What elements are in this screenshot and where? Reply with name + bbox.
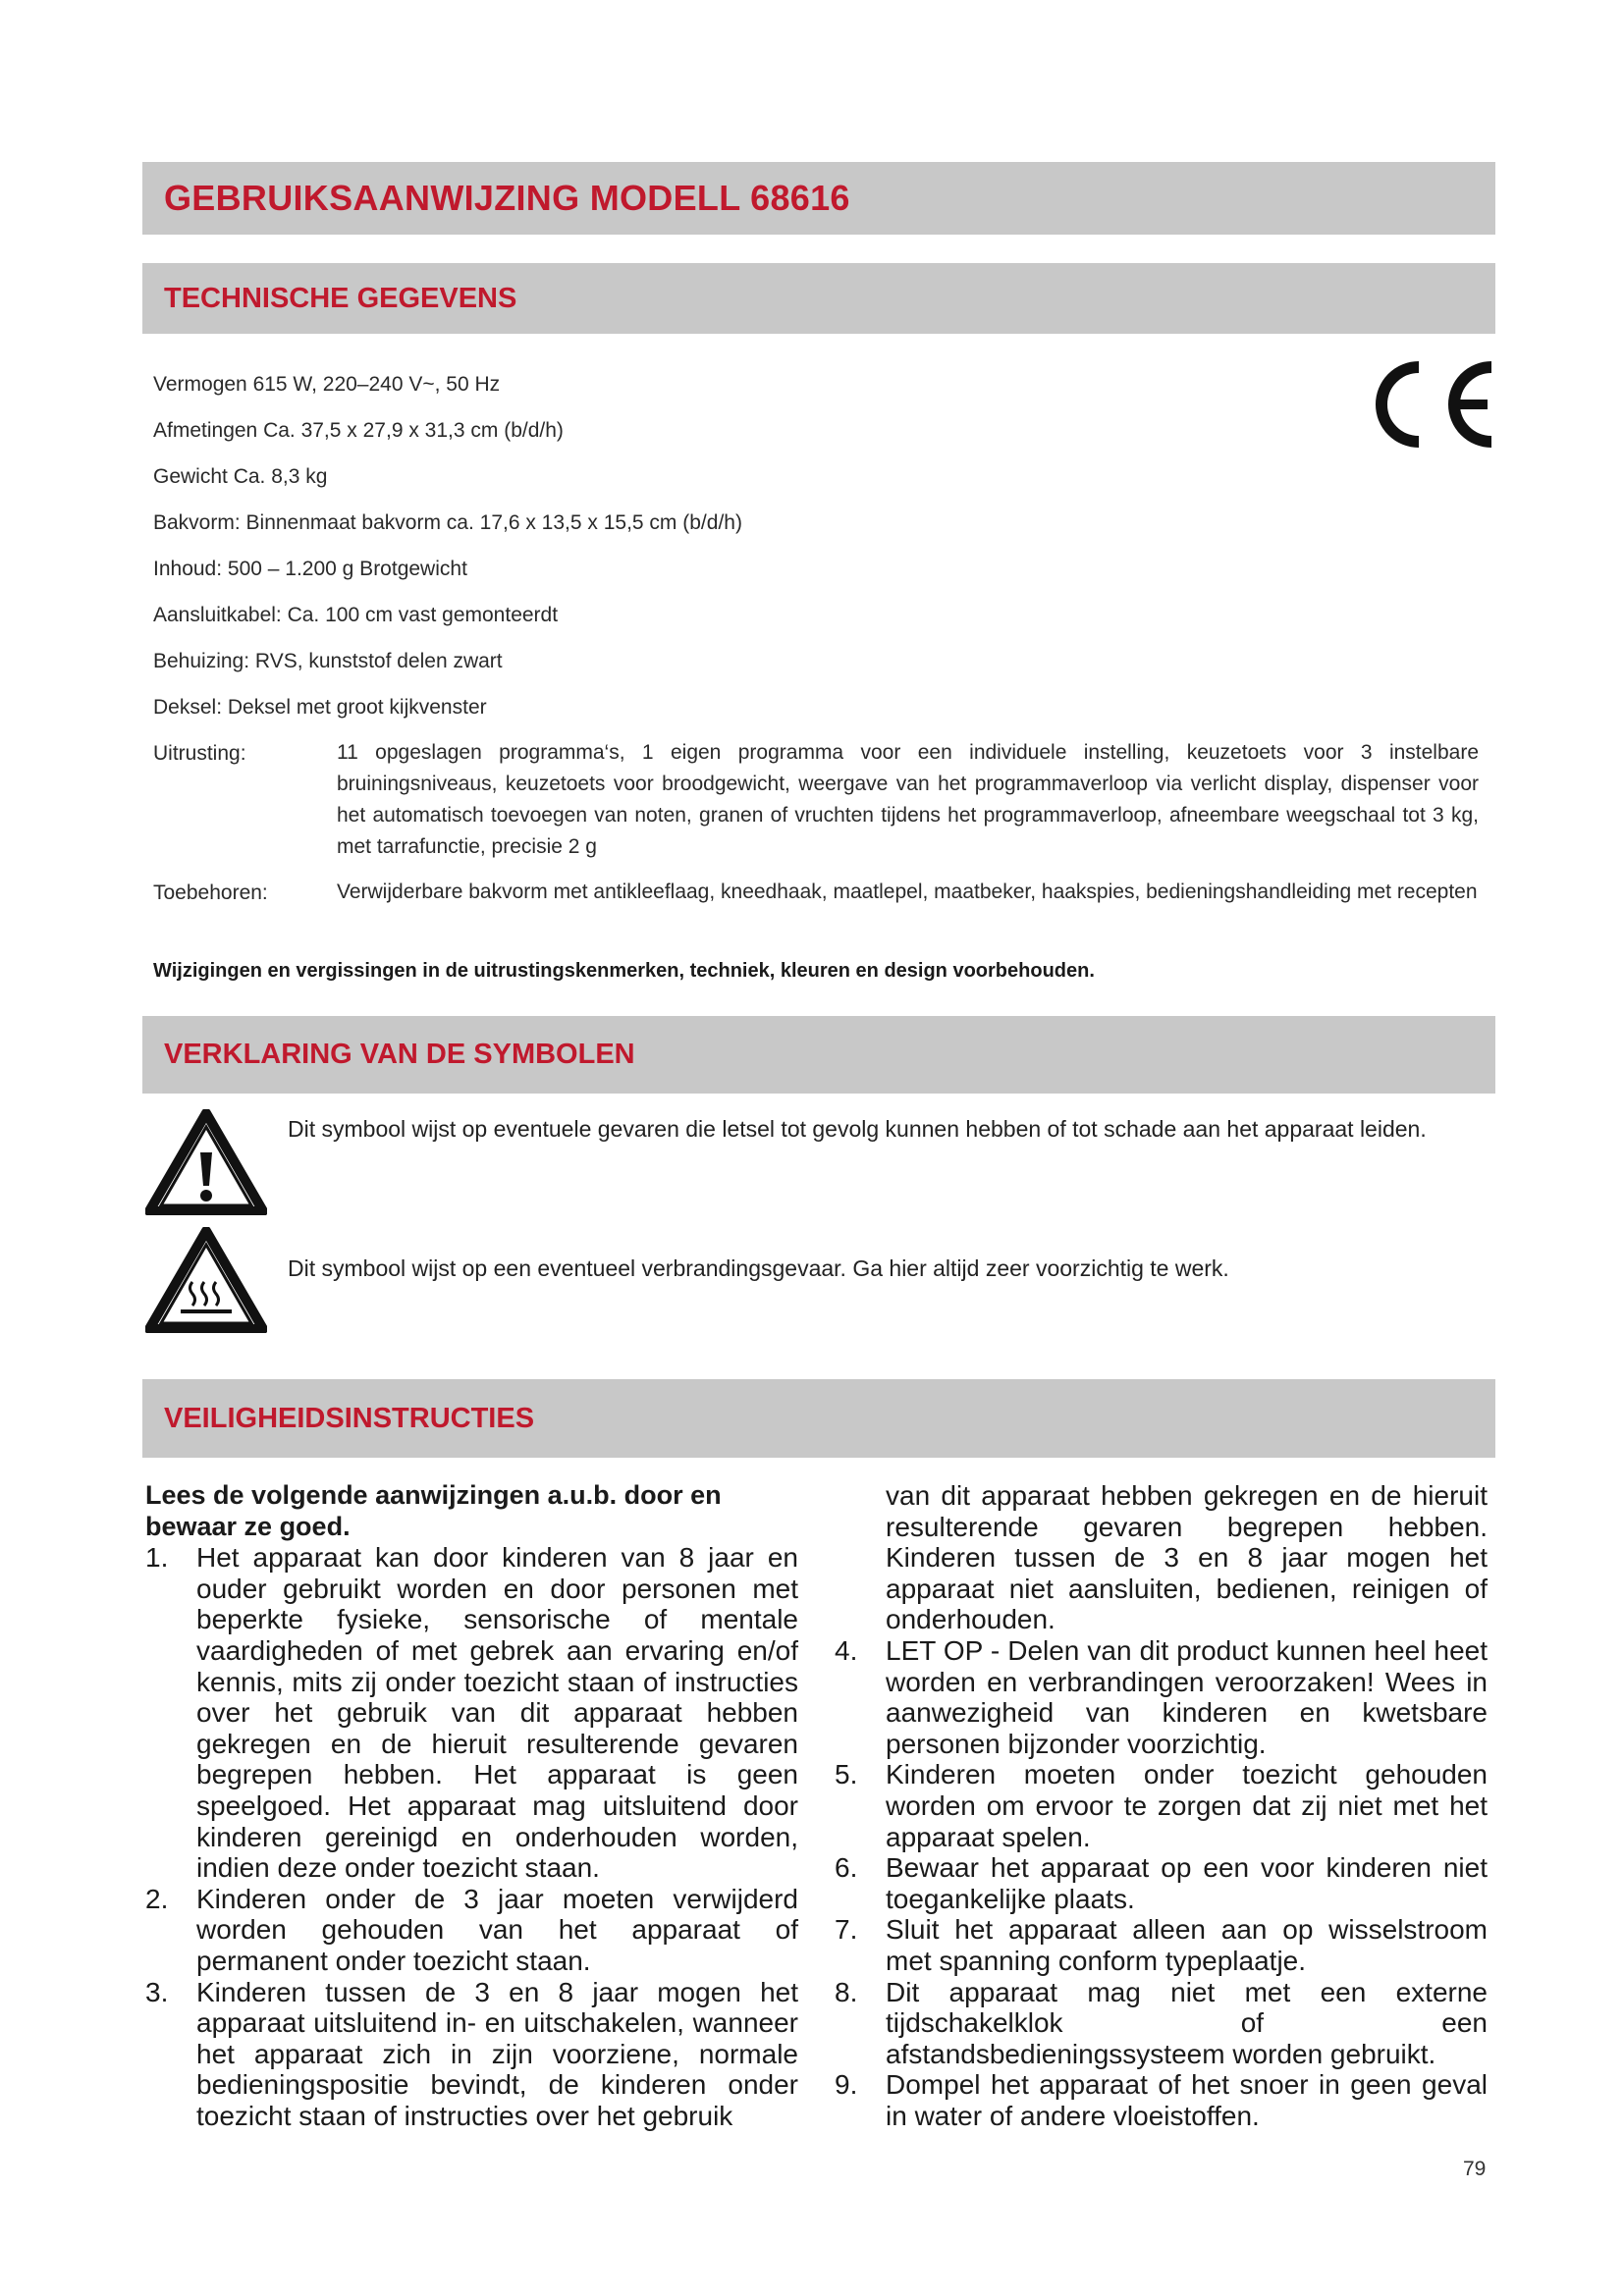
safety-item bbox=[835, 1977, 1488, 2070]
safety-item-text: Het apparaat kan door kinderen van 8 jaar en ouder gebruikt worden en door personen met beperkte fysieke, sensorische of mentale vaardigheden of met gebrek aan ervaring en/of kennis, mits zij onder toezicht staan of instructies over het gebruik van dit apparaat hebben gekregen en de hieruit resulterende gevaren begrepen hebben. Het apparaat is geen speelgoed. Het apparaat mag uitsluitend door kinderen gereinigd en onderhouden worden, indien deze onder toezicht staan. bbox=[196, 1542, 798, 1884]
safety-item-text: Sluit het apparaat alleen aan op wisselstroom met spanning conform typeplaatje. bbox=[886, 1914, 1488, 1976]
ce-mark-icon bbox=[1370, 355, 1497, 454]
safety-column-right bbox=[835, 1480, 1488, 2131]
page-title: GEBRUIKSAANWIJZING MODELL 68616 bbox=[164, 178, 850, 218]
spec-equipment-label: Uitrusting: bbox=[153, 742, 246, 765]
spec-equipment-value: 11 opgeslagen programma‘s, 1 eigen programma voor een individuele instelling, keuzetoets voor 3 instelbare bruiningsniveaus, keuzetoets voor broodgewicht, weergave van het programmaverloop via verlicht display, dispenser voor het automatisch toevoegen van noten, granen of vruchten tijdens het programmaverloop, afneembare weegschaal tot 3 kg, met tarrafunctie, precisie 2 g bbox=[337, 741, 1479, 858]
section-title-symbols: VERKLARING VAN DE SYMBOLEN bbox=[164, 1039, 635, 1070]
safety-item-text: Bewaar het apparaat op een voor kinderen niet toegankelijke plaats. bbox=[886, 1852, 1488, 1914]
safety-item-number: 5. bbox=[835, 1759, 858, 1790]
spec-weight: Gewicht Ca. 8,3 kg bbox=[153, 465, 328, 488]
safety-item-text: Dompel het apparaat of het snoer in geen geval in water of andere vloeistoffen. bbox=[886, 2069, 1488, 2131]
safety-item-number: 1. bbox=[145, 1542, 169, 1574]
section-title-technical: TECHNISCHE GEGEVENS bbox=[164, 283, 517, 314]
safety-intro: Lees de volgende aanwijzingen a.u.b. door en bewaar ze goed. bbox=[145, 1480, 722, 1541]
safety-item-text: Kinderen moeten onder toezicht gehouden worden om ervoor te zorgen dat zij niet met het apparaat spelen. bbox=[886, 1759, 1488, 1852]
hot-surface-icon bbox=[145, 1227, 267, 1333]
section-title-safety: VEILIGHEIDSINSTRUCTIES bbox=[164, 1403, 535, 1434]
safety-item-number: 6. bbox=[835, 1852, 858, 1884]
safety-item bbox=[145, 1542, 798, 1884]
disclaimer-note: Wijzigingen en vergissingen in de uitrustingskenmerken, techniek, kleuren en design voorbehouden. bbox=[153, 960, 1095, 982]
section-header-technical bbox=[142, 263, 1495, 334]
safety-item-number: 7. bbox=[835, 1914, 858, 1946]
safety-item-text: Kinderen tussen de 3 en 8 jaar mogen het apparaat uitsluitend in- en uitschakelen, wanneer het apparaat zich in zijn voorziene, normale bedieningspositie bevindt, de kinderen onder toezicht staan of instructies over het gebruik bbox=[196, 1976, 798, 2131]
safety-item bbox=[145, 1977, 798, 2132]
safety-item bbox=[835, 1914, 1488, 1976]
safety-item bbox=[835, 1852, 1488, 1914]
safety-item-number: 8. bbox=[835, 1976, 858, 2007]
page-number: 79 bbox=[1463, 2158, 1487, 2180]
safety-item bbox=[835, 2069, 1488, 2131]
spec-cable: Aansluitkabel: Ca. 100 cm vast gemonteerdt bbox=[153, 604, 559, 626]
safety-item-text: Dit apparaat mag niet met een externe tijdschakelklok of een afstandsbedieningssysteem worden gebruikt. bbox=[886, 1976, 1488, 2069]
safety-item-number: 9. bbox=[835, 2069, 858, 2101]
section-header-symbols bbox=[142, 1016, 1495, 1094]
warning-triangle-icon bbox=[145, 1109, 267, 1215]
safety-item-number: 4. bbox=[835, 1634, 858, 1666]
safety-item bbox=[835, 1635, 1488, 1759]
symbol-hot-description: Dit symbool wijst op een eventueel verbrandingsgevaar. Ga hier altijd zeer voorzichtig te werk. bbox=[288, 1255, 1229, 1281]
safety-item-text: LET OP - Delen van dit product kunnen heel heet worden en verbrandingen veroorzaken! Wees in aanwezigheid van kinderen en kwetsbare personen bijzonder voorzichtig. bbox=[886, 1634, 1488, 1759]
spec-accessories-label: Toebehoren: bbox=[153, 881, 268, 904]
safety-item-continuation: van dit apparaat hebben gekregen en de hieruit resulterende gevaren begrepen hebben. Kinderen tussen de 3 en 8 jaar mogen het apparaat niet aansluiten, bedienen, reinigen of onderhouden. bbox=[886, 1480, 1488, 1635]
safety-item-number: 2. bbox=[145, 1883, 169, 1914]
symbol-warning-description: Dit symbool wijst op eventuele gevaren die letsel tot gevolg kunnen hebben of tot schade aan het apparaat leiden. bbox=[288, 1116, 1427, 1142]
safety-item-text: Kinderen onder de 3 jaar moeten verwijderd worden gehouden van het apparaat of permanent onder toezicht staan. bbox=[196, 1883, 798, 1976]
spec-dimensions: Afmetingen Ca. 37,5 x 27,9 x 31,3 cm (b/d/h) bbox=[153, 419, 564, 442]
spec-power: Vermogen 615 W, 220–240 V~, 50 Hz bbox=[153, 373, 501, 396]
spec-baking-pan: Bakvorm: Binnenmaat bakvorm ca. 17,6 x 13,5 x 15,5 cm (b/d/h) bbox=[153, 511, 742, 534]
safety-item bbox=[835, 1759, 1488, 1852]
safety-item bbox=[145, 1884, 798, 1977]
spec-housing: Behuizing: RVS, kunststof delen zwart bbox=[153, 650, 503, 672]
safety-column-left bbox=[145, 1480, 798, 2131]
spec-accessories-value: Verwijderbare bakvorm met antikleeflaag, kneedhaak, maatlepel, maatbeker, haakspies, bedieningshandleiding met recepten bbox=[337, 881, 1478, 903]
title-bar bbox=[142, 162, 1495, 235]
spec-capacity: Inhoud: 500 – 1.200 g Brotgewicht bbox=[153, 558, 467, 580]
safety-item-number: 3. bbox=[145, 1976, 169, 2007]
spec-lid: Deksel: Deksel met groot kijkvenster bbox=[153, 696, 487, 719]
section-header-safety bbox=[142, 1379, 1495, 1458]
